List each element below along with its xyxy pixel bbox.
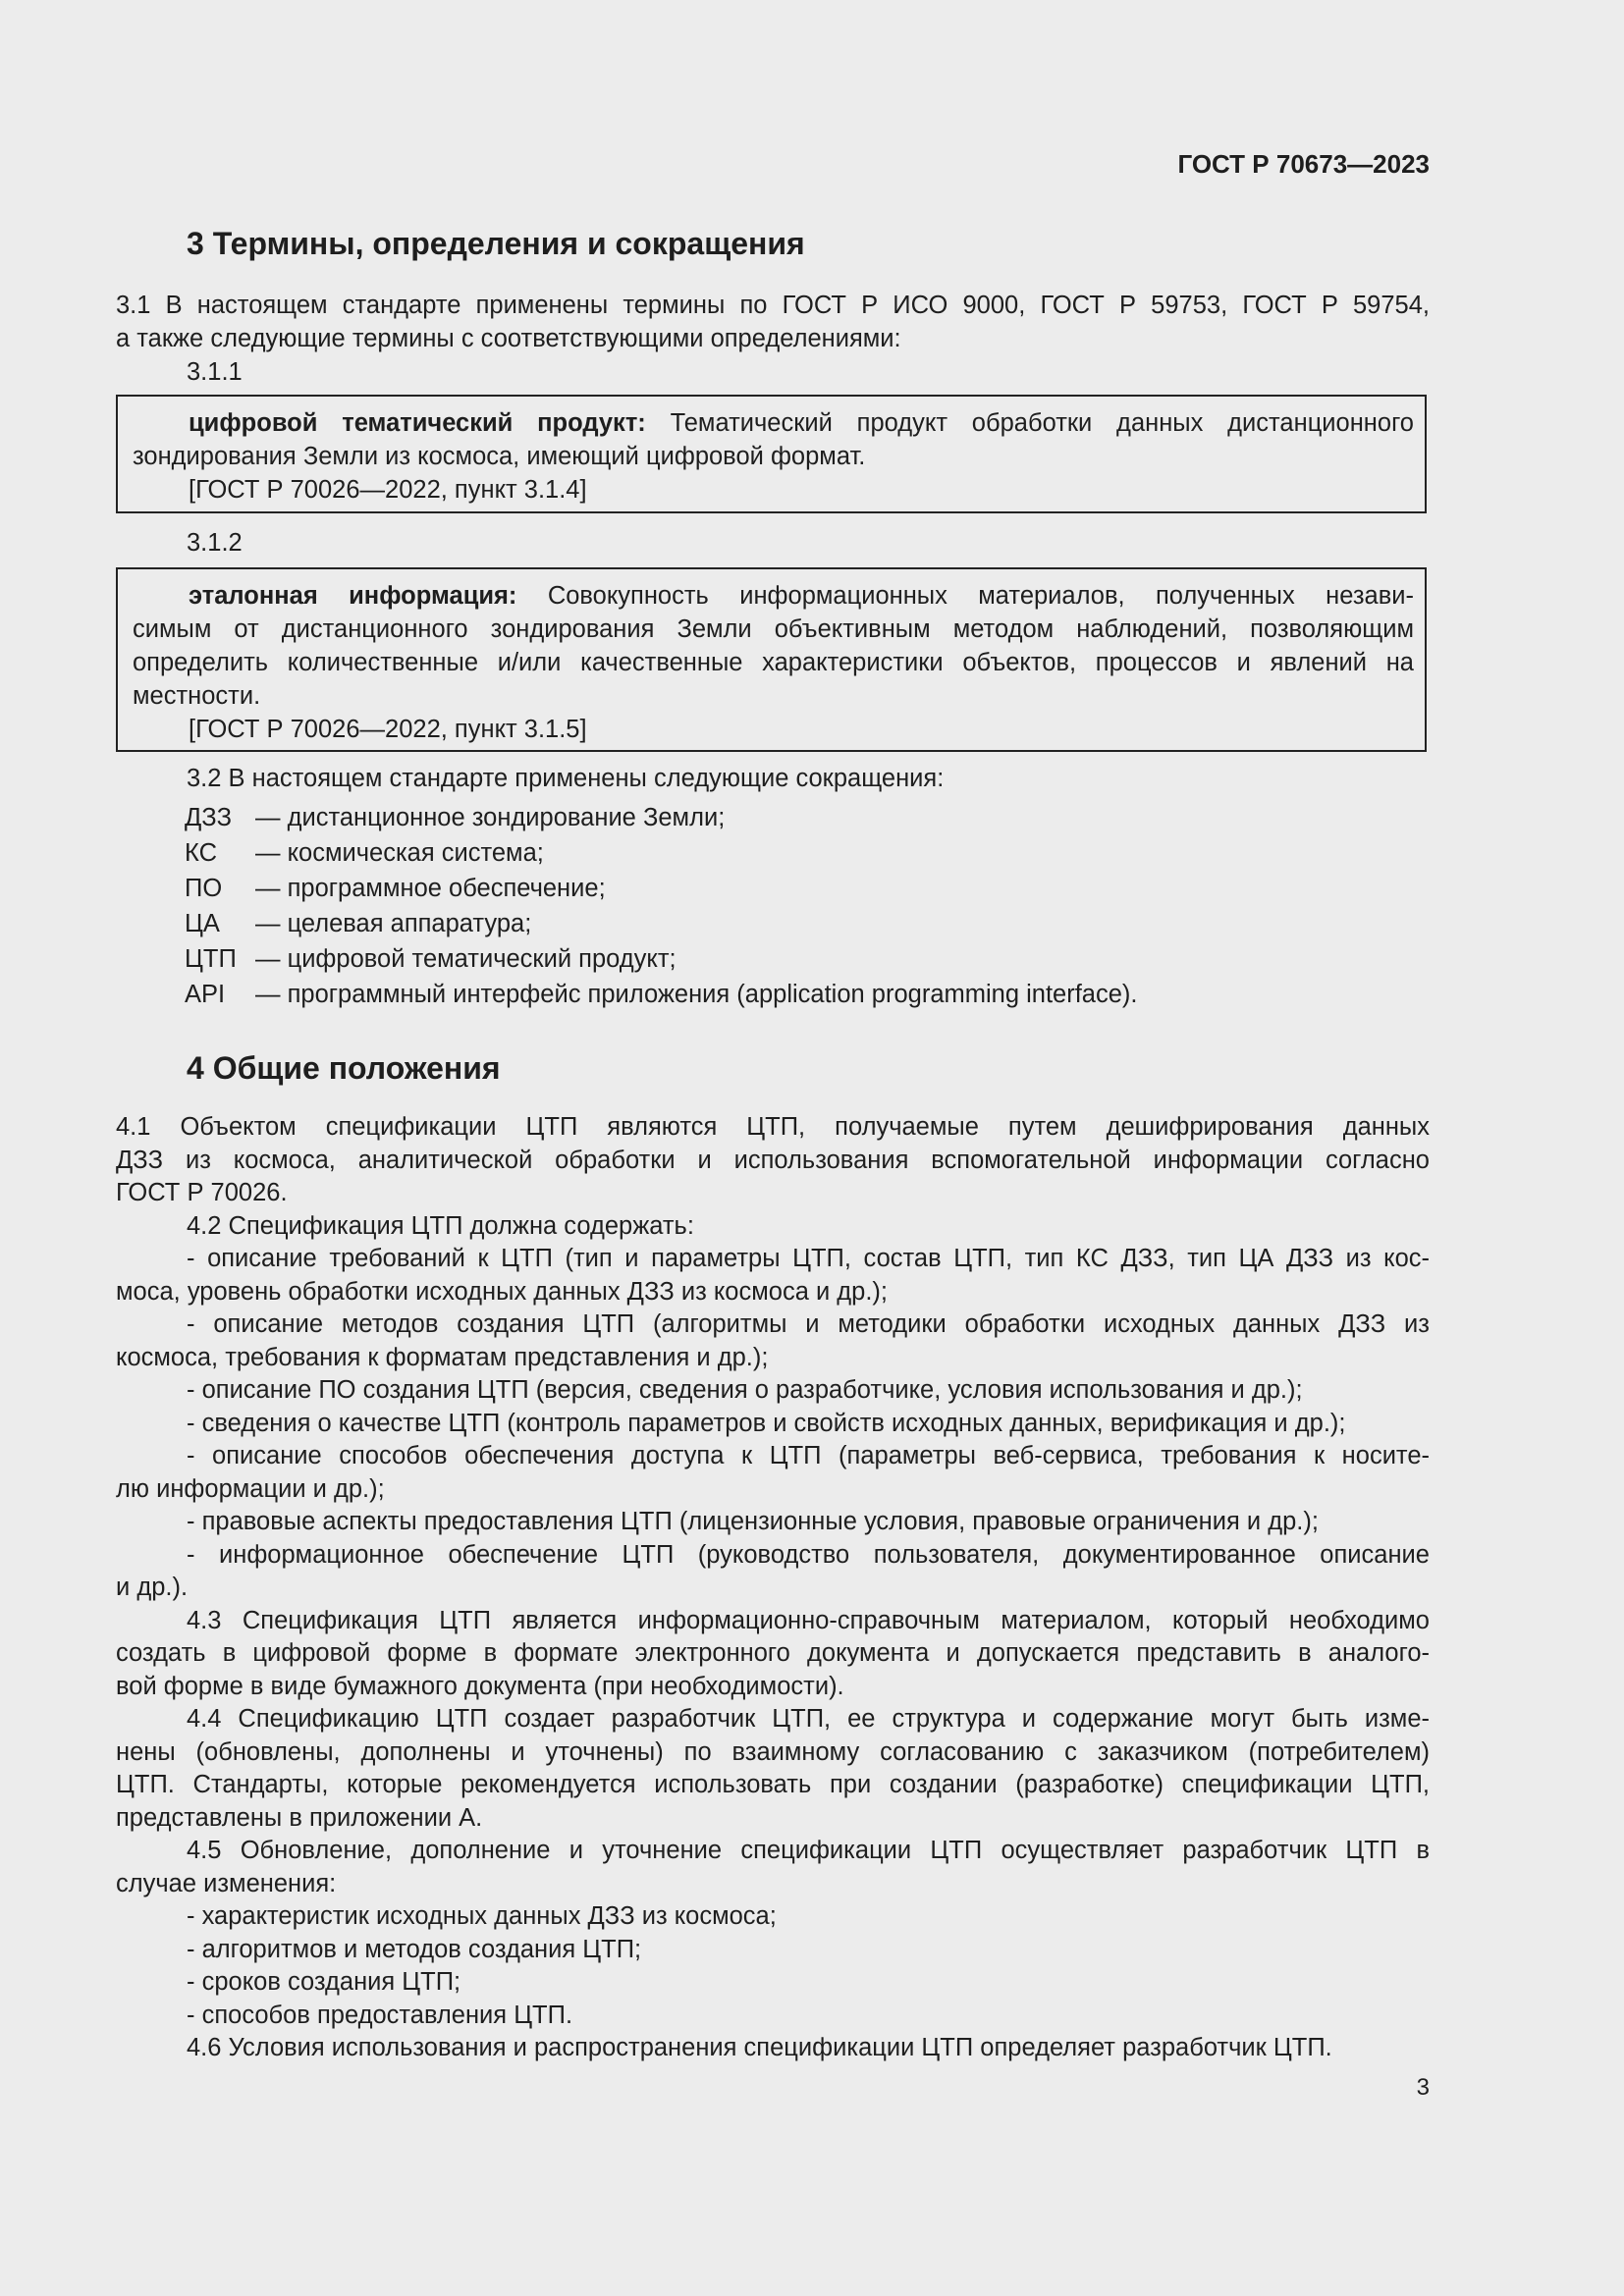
section-4-line: ГОСТ Р 70026. (116, 1179, 288, 1206)
term-3-1-1-definition-line-2: зондирования Земли из космоса, имеющий цифровой формат. (133, 443, 866, 470)
paragraph-3-2: 3.2 В настоящем стандарте применены следующие сокращения: (187, 765, 945, 792)
term-3-1-1-reference: [ГОСТ Р 70026—2022, пункт 3.1.4] (189, 476, 587, 504)
abbreviation-key: ЦТП (185, 945, 237, 973)
section-4-line: ДЗЗ из космоса, аналитической обработки и использования вспомогательной информации согласно (116, 1147, 1430, 1174)
term-3-1-2-box (116, 567, 1427, 752)
section-4-line: моса, уровень обработки исходных данных ДЗЗ из космоса и др.); (116, 1278, 889, 1306)
term-3-1-1-name: цифровой тематический продукт: (189, 409, 646, 437)
abbreviation-key: ЦА (185, 910, 220, 937)
abbreviation-key: API (185, 981, 226, 1008)
section-4-line: и др.). (116, 1574, 189, 1601)
term-3-1-1-definition-line-1 (189, 406, 1414, 440)
section-4-line: 4.1 Объектом спецификации ЦТП являются ЦТП, получаемые путем дешифрирования данных (116, 1113, 1430, 1141)
term-3-1-2-reference: [ГОСТ Р 70026—2022, пункт 3.1.5] (189, 716, 587, 743)
term-3-1-1-def-first: Тематический продукт обработки данных дистанционного (670, 409, 1414, 437)
abbreviation-description: — целевая аппаратура; (255, 910, 532, 937)
abbreviation-description: — цифровой тематический продукт; (255, 945, 677, 973)
term-3-1-2-definition-line-1 (189, 579, 1414, 613)
page-body (116, 0, 1430, 2296)
section-4-line: - способов предоставления ЦТП. (187, 2002, 573, 2029)
section-4-line: 4.3 Спецификация ЦТП является информационно-справочным материалом, который необходимо (187, 1607, 1430, 1634)
abbreviation-description: — дистанционное зондирование Земли; (255, 804, 726, 831)
section-4-line: 4.2 Спецификация ЦТП должна содержать: (187, 1212, 694, 1240)
abbreviation-description: — космическая система; (255, 839, 544, 867)
section-4-line: космоса, требования к форматам представления и др.); (116, 1344, 769, 1371)
section-4-line: - информационное обеспечение ЦТП (руководство пользователя, документированное описание (187, 1541, 1430, 1569)
section-4-line: - описание способов обеспечения доступа к ЦТП (параметры веб-сервиса, требования к носите- (187, 1442, 1430, 1469)
section-3-title: 3 Термины, определения и сокращения (187, 226, 805, 261)
section-4-line: - сведения о качестве ЦТП (контроль параметров и свойств исходных данных, верификация и др.); (187, 1410, 1346, 1437)
section-4-line: создать в цифровой форме в формате электронного документа и допускается представить в аналого- (116, 1639, 1430, 1667)
section-4-line: - алгоритмов и методов создания ЦТП; (187, 1936, 642, 1963)
paragraph-3-1-line-1: 3.1 В настоящем стандарте применены термины по ГОСТ Р ИСО 9000, ГОСТ Р 59753, ГОСТ Р 59754, (116, 292, 1430, 319)
term-3-1-2-name: эталонная информация: (189, 582, 517, 610)
section-4-line: - описание требований к ЦТП (тип и параметры ЦТП, состав ЦТП, тип КС ДЗЗ, тип ЦА ДЗЗ из кос- (187, 1245, 1430, 1272)
section-4-line: нены (обновлены, дополнены и уточнены) по взаимному согласованию с заказчиком (потребителем) (116, 1738, 1430, 1766)
term-3-1-2-def-first: Совокупность информационных материалов, полученных незави- (547, 582, 1414, 610)
section-4-line: представлены в приложении А. (116, 1804, 483, 1832)
section-4-line: - сроков создания ЦТП; (187, 1968, 461, 1996)
section-4-line: случае изменения: (116, 1870, 337, 1897)
section-4-line: - описание ПО создания ЦТП (версия, сведения о разработчике, условия использования и др.); (187, 1376, 1303, 1404)
section-4-line: - правовые аспекты предоставления ЦТП (лицензионные условия, правовые ограничения и др.); (187, 1508, 1319, 1535)
term-3-1-1-box (116, 395, 1427, 513)
abbreviation-key: ДЗЗ (185, 804, 233, 831)
section-4-line: вой форме в виде бумажного документа (при необходимости). (116, 1673, 844, 1700)
term-3-1-2-definition-line-3: определить количественные и/или качественные характеристики объектов, процессов и явлений на (133, 649, 1414, 676)
term-3-1-2-definition-line-4: местности. (133, 682, 261, 710)
section-4-line: 4.5 Обновление, дополнение и уточнение спецификации ЦТП осуществляет разработчик ЦТП в (187, 1837, 1430, 1864)
term-3-1-2-number: 3.1.2 (187, 529, 243, 557)
page-number: 3 (1416, 2074, 1430, 2101)
term-3-1-1-number: 3.1.1 (187, 358, 243, 386)
section-4-line: - описание методов создания ЦТП (алгоритмы и методики обработки исходных данных ДЗЗ из (187, 1310, 1430, 1338)
section-4-line: ЦТП. Стандарты, которые рекомендуется использовать при создании (разработке) спецификации ЦТП, (116, 1771, 1430, 1798)
section-4-line: лю информации и др.); (116, 1475, 385, 1503)
section-4-line: - характеристик исходных данных ДЗЗ из космоса; (187, 1902, 777, 1930)
abbreviation-description: — программное обеспечение; (255, 875, 606, 902)
term-3-1-2-definition-line-2: симым от дистанционного зондирования Земли объективным методом наблюдений, позволяющим (133, 615, 1414, 643)
section-4-line: 4.6 Условия использования и распространения спецификации ЦТП определяет разработчик ЦТП. (187, 2034, 1332, 2061)
section-4-title: 4 Общие положения (187, 1050, 501, 1086)
abbreviation-key: КС (185, 839, 217, 867)
paragraph-3-1-line-2: а также следующие термины с соответствующими определениями: (116, 325, 901, 352)
section-4-line: 4.4 Спецификацию ЦТП создает разработчик ЦТП, ее структура и содержание могут быть изме- (187, 1705, 1430, 1733)
abbreviation-description: — программный интерфейс приложения (application programming interface). (255, 981, 1138, 1008)
document-code: ГОСТ Р 70673—2023 (1177, 149, 1430, 179)
abbreviation-key: ПО (185, 875, 223, 902)
